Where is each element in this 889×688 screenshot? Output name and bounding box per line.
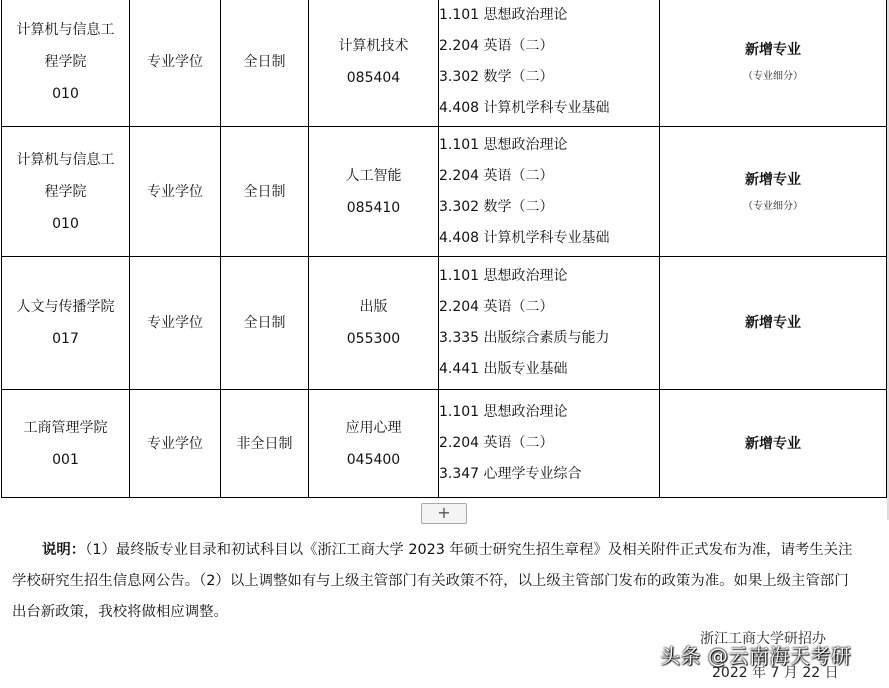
note-cell xyxy=(660,257,887,390)
cell-line: 计算机与信息工 xyxy=(16,151,115,168)
mode-cell: 全日制 xyxy=(221,257,309,390)
cell-line: 4.408 计算机学科专业基础 xyxy=(439,99,610,116)
subjects-cell xyxy=(439,0,660,127)
cell-line: 055300 xyxy=(346,331,401,347)
cell-line: 010 xyxy=(52,215,79,232)
college-cell xyxy=(2,257,130,390)
cell-line: 4.408 计算机学科专业基础 xyxy=(439,229,610,246)
cell-line: 人工智能 xyxy=(345,167,402,184)
degree-cell: 专业学位 xyxy=(130,0,221,127)
note-main: 新增专业 xyxy=(745,41,801,58)
subjects-cell xyxy=(439,390,660,498)
note-main: 新增专业 xyxy=(745,171,801,188)
college-cell xyxy=(2,0,130,127)
cell-line: 3.302 数学（二） xyxy=(439,198,554,215)
watermark: 头条 @云南海天考研 xyxy=(660,644,852,668)
signature: 浙江工商大学研招办 xyxy=(700,631,826,647)
majors-table xyxy=(1,0,887,498)
cell-line: 2.204 英语（二） xyxy=(439,299,554,315)
explanation-text: （1）最终版专业目录和初试科目以《浙江工商大学 2023 年硕士研究生招生章程》及相关附件正式发布为准，请考生关注学校研究生招生信息网公告。（2）以上调整如有与上级主管部门有关政策不符，以上级主管部门发布的政策为准。如果上级主管部门出台新政策，我校将做相应调整。 xyxy=(12,542,853,620)
note-sub: （专业细分） xyxy=(743,200,803,212)
table-row xyxy=(2,390,887,498)
cell-line: 1.101 思想政治理论 xyxy=(439,6,568,23)
degree-cell: 专业学位 xyxy=(130,127,221,257)
college-cell xyxy=(2,390,130,498)
cell-line: 1.101 思想政治理论 xyxy=(439,404,568,420)
note-main: 新增专业 xyxy=(745,435,801,452)
cell-line: 4.441 出版专业基础 xyxy=(439,361,568,377)
degree-cell: 专业学位 xyxy=(130,257,221,390)
major-cell xyxy=(309,390,439,498)
explanation-paragraph xyxy=(12,535,862,628)
cell-line: 085410 xyxy=(346,199,401,216)
college-cell xyxy=(2,127,130,257)
cell-line: 2.204 英语（二） xyxy=(439,37,554,54)
cell-line: 程学院 xyxy=(44,183,87,200)
major-cell xyxy=(309,0,439,127)
note-cell xyxy=(660,127,887,257)
cell-line: 人文与传播学院 xyxy=(16,299,115,315)
cell-line: 085404 xyxy=(346,69,401,86)
cell-line: 1.101 思想政治理论 xyxy=(439,136,568,153)
mode-cell: 非全日制 xyxy=(221,390,309,498)
date: 2022 年 7 月 22 日 xyxy=(712,665,839,681)
cell-line: 计算机与信息工 xyxy=(16,21,115,38)
table-row xyxy=(2,257,887,390)
cell-line: 010 xyxy=(52,85,79,102)
cell-line: 001 xyxy=(52,451,79,468)
cell-line: 应用心理 xyxy=(345,419,402,436)
cell-line: 3.347 心理学专业综合 xyxy=(439,466,582,482)
cell-line: 1.101 思想政治理论 xyxy=(439,268,568,284)
cell-line: 045400 xyxy=(346,451,401,468)
cell-line: 出版 xyxy=(359,299,388,315)
table-row xyxy=(2,0,887,127)
cell-line: 017 xyxy=(52,331,79,347)
subjects-cell xyxy=(439,257,660,390)
table-row xyxy=(2,127,887,257)
major-cell xyxy=(309,257,439,390)
cell-line: 程学院 xyxy=(44,53,87,70)
note-main: 新增专业 xyxy=(745,315,801,331)
cell-line: 2.204 英语（二） xyxy=(439,435,554,451)
degree-cell: 专业学位 xyxy=(130,390,221,498)
note-sub: （专业细分） xyxy=(743,70,803,82)
expand-button[interactable]: + xyxy=(421,503,467,524)
cell-line: 3.335 出版综合素质与能力 xyxy=(439,330,610,346)
cell-line: 计算机技术 xyxy=(338,37,409,54)
mode-cell: 全日制 xyxy=(221,0,309,127)
subjects-cell xyxy=(439,127,660,257)
explanation-label: 说明： xyxy=(42,542,86,558)
note-cell xyxy=(660,390,887,498)
mode-cell: 全日制 xyxy=(221,127,309,257)
cell-line: 工商管理学院 xyxy=(23,419,108,436)
cell-line: 3.302 数学（二） xyxy=(439,68,554,85)
major-cell xyxy=(309,127,439,257)
note-cell xyxy=(660,0,887,127)
cell-line: 2.204 英语（二） xyxy=(439,167,554,184)
